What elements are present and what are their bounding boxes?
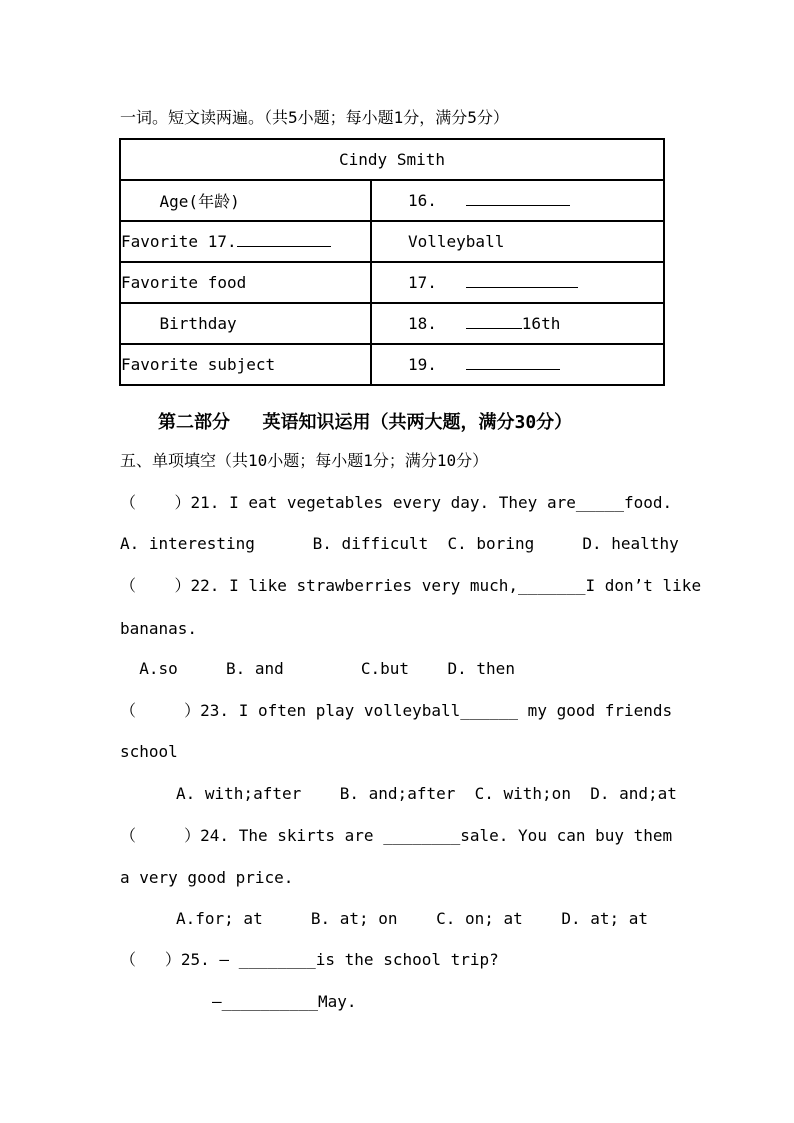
answer-17: 17. [371,262,664,303]
question-24-options: A.for; at B. at; on C. on; at D. at; at [176,909,649,928]
part2-title: 第二部分 英语知识运用（共两大题，满分30分） [158,412,573,433]
answer-16: 16. [371,180,664,221]
intro-instructions: 一词。短文读两遍。（共5小题；每小题1分，满分5分） [120,108,509,127]
table-name-cell: Cindy Smith [120,139,664,180]
section5-title: 五、单项填空（共10小题；每小题1分；满分10分） [120,451,489,470]
question-21-options: A. interesting B. difficult C. boring D. healthy [120,534,679,553]
question-22: （ ）22. I like strawberries very much,_______I don’t like [120,576,702,595]
row-value-volleyball: Volleyball [371,221,664,262]
question-21: （ ）21. I eat vegetables every day. They are_____food. [120,493,673,512]
table-row [120,221,664,262]
table-row [120,303,664,344]
blank-line[interactable] [466,191,570,206]
info-table [119,138,665,386]
question-24-continued: a very good price. [120,868,294,887]
question-24: （ ）24. The skirts are ________sale. You can buy them [120,826,673,845]
row-label-food: Favorite food [120,262,371,303]
table-row [120,344,664,385]
row-label-subject: Favorite subject [120,344,371,385]
question-22-continued: bananas. [120,619,198,638]
question-22-options: A.so B. and C.but D. then [120,659,515,678]
question-25: （ ）25. – ________is the school trip? [120,950,499,969]
question-23: （ ）23. I often play volleyball______ my good friends [120,701,673,720]
table-row [120,180,664,221]
question-25-answer: –__________May. [212,992,357,1011]
blank-line[interactable] [466,273,578,288]
blank-line[interactable] [466,355,560,370]
question-23-options: A. with;after B. and;after C. with;on D. and;at [176,784,677,803]
question-23-continued: school [120,742,178,761]
answer-18: 18. 16th [371,303,664,344]
blank-line[interactable] [237,232,331,247]
row-label-age: Age(年龄) [120,180,371,221]
row-label-favorite-17: Favorite 17. [120,221,371,262]
table-row [120,262,664,303]
answer-19: 19. [371,344,664,385]
row-label-birthday: Birthday [120,303,371,344]
blank-line[interactable] [466,314,522,329]
